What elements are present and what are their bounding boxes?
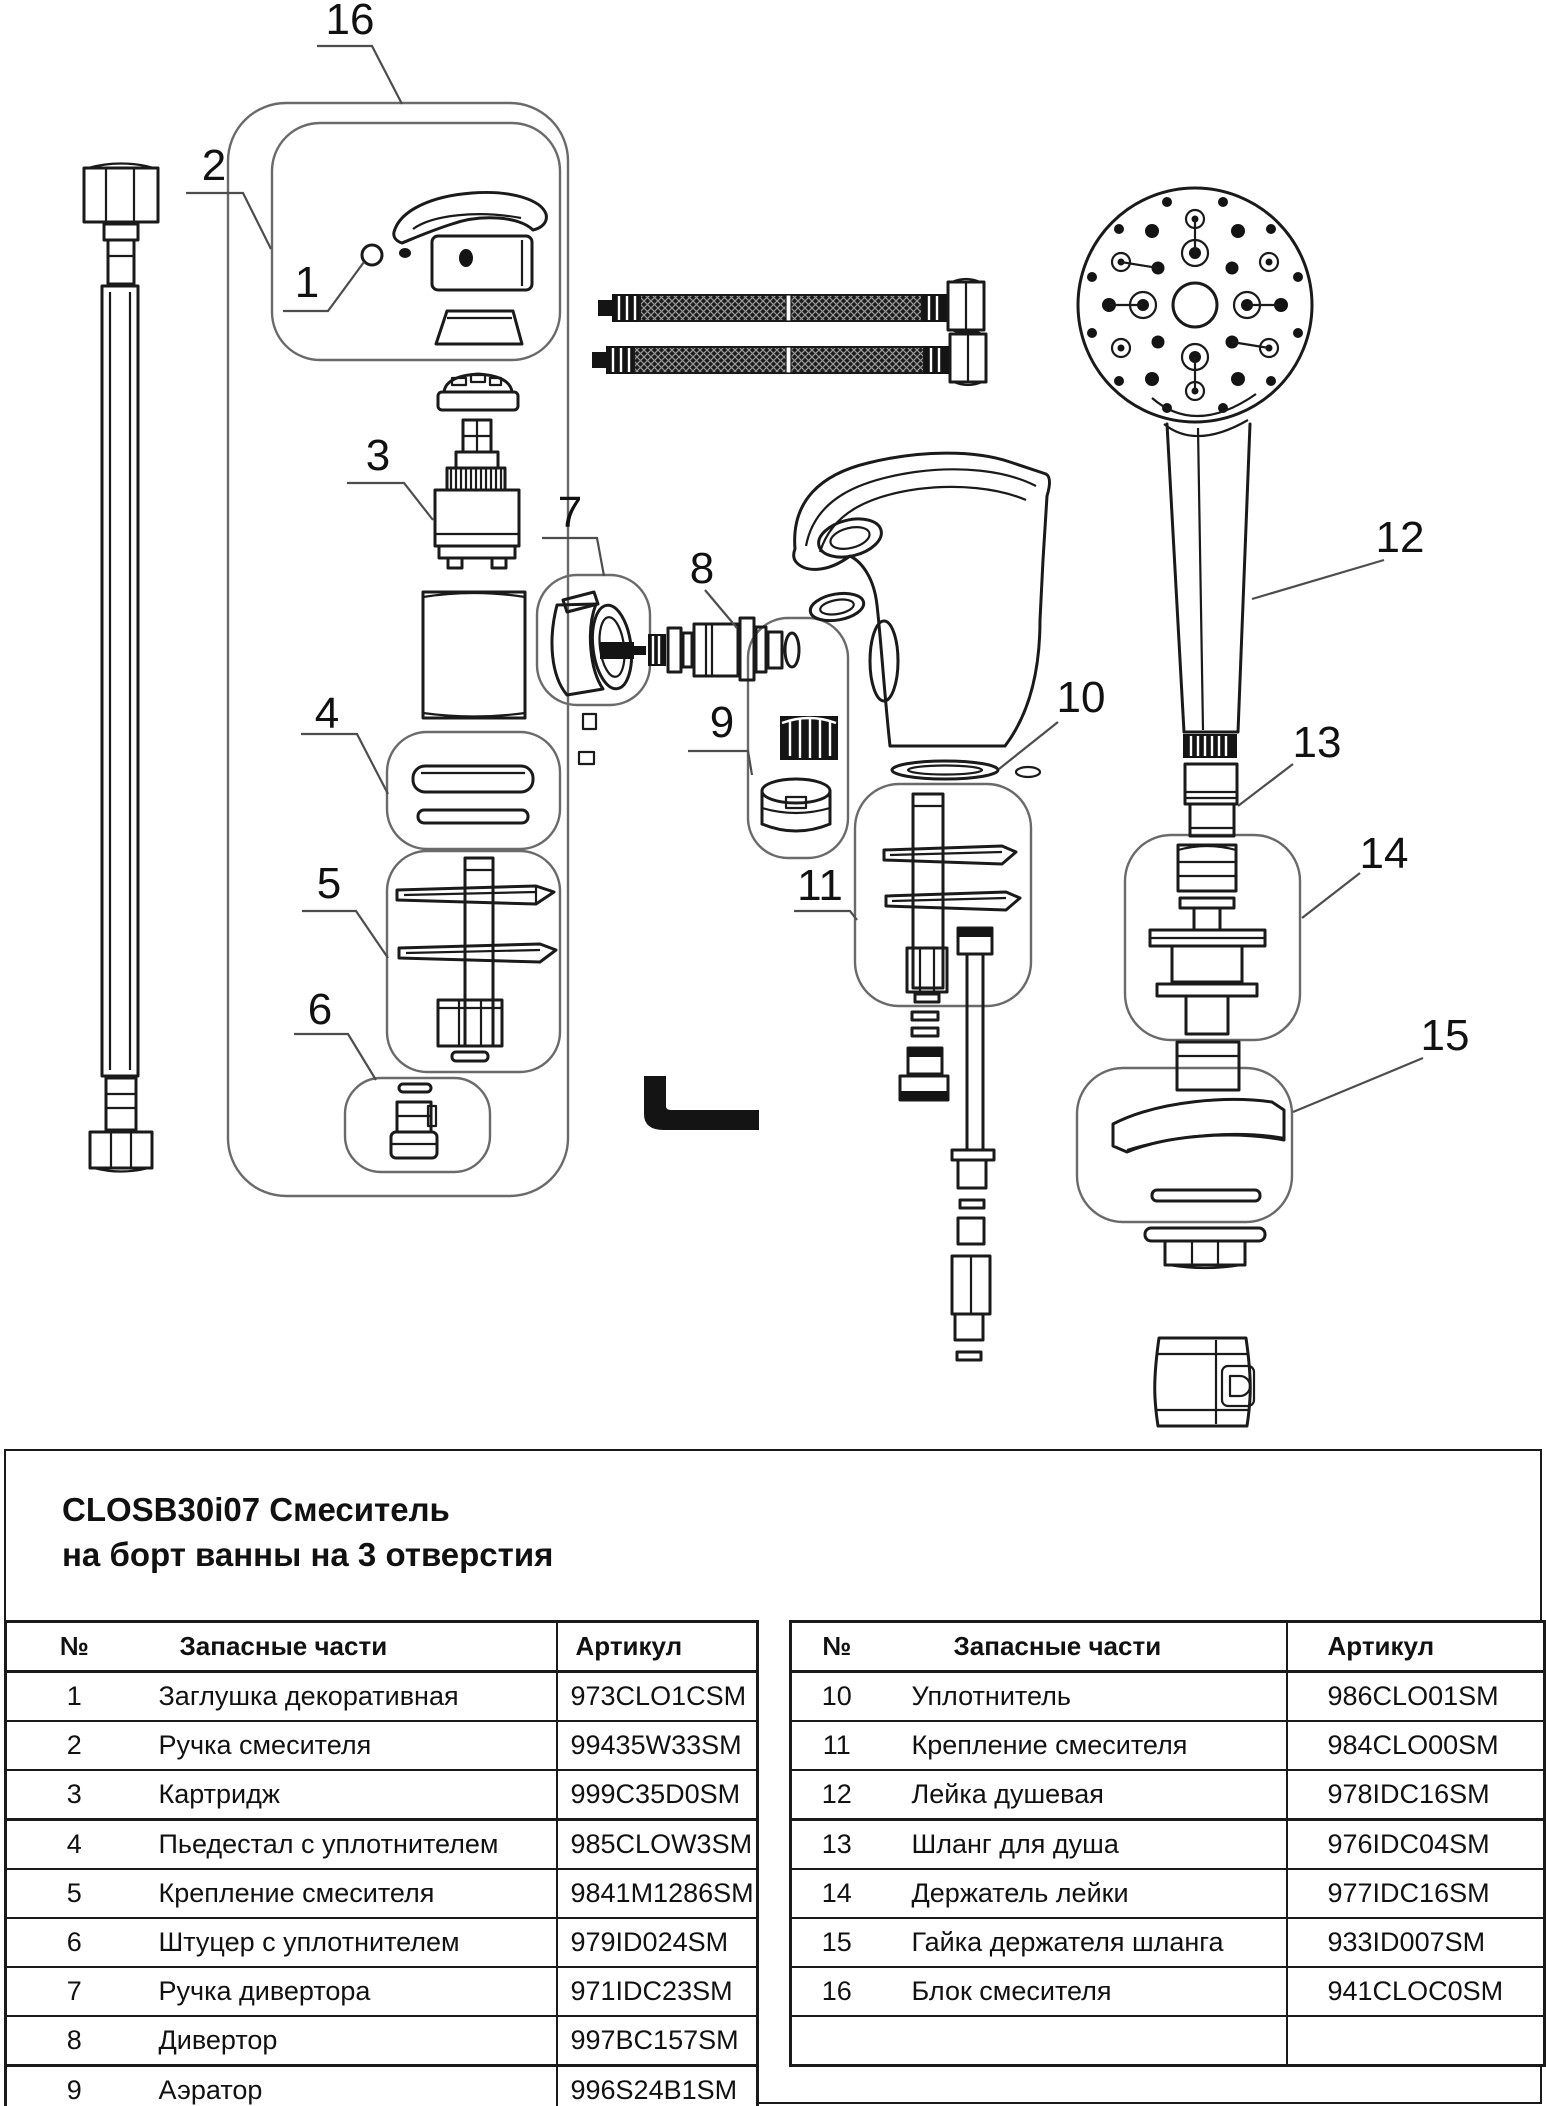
cell-num: 14 bbox=[791, 1869, 882, 1918]
base-seal-drawing bbox=[892, 761, 1040, 779]
table-row bbox=[791, 1721, 1545, 1770]
cell-num: 9 bbox=[6, 2066, 142, 2106]
pedestal-gaskets-drawing bbox=[413, 766, 533, 823]
spout-body-drawing bbox=[794, 453, 1050, 746]
cell-num: 16 bbox=[791, 1967, 882, 2016]
callout-label-11: 11 bbox=[797, 861, 843, 910]
page-title-line1: CLOSB30i07 Смеситель bbox=[62, 1491, 450, 1528]
braided-hose-bottom bbox=[592, 331, 986, 385]
cell-part: Пьедестал с уплотнителем bbox=[142, 1820, 557, 1870]
cell-sku: 985CLOW3SM bbox=[557, 1820, 758, 1870]
cell-part: Шланг для душа bbox=[882, 1820, 1287, 1870]
cell-sku: 997BC157SM bbox=[557, 2016, 758, 2066]
cell-sku: 933ID007SM bbox=[1287, 1918, 1545, 1967]
cell-part: Уплотнитель bbox=[882, 1672, 1287, 1722]
callout-label-5: 5 bbox=[316, 859, 342, 908]
pedestal-drawing bbox=[423, 592, 525, 718]
table-header-row bbox=[791, 1622, 1545, 1672]
cell-num: 10 bbox=[791, 1672, 882, 1722]
cell-sku: 978IDC16SM bbox=[1287, 1770, 1545, 1820]
table-row bbox=[6, 2016, 758, 2066]
callout-label-7: 7 bbox=[557, 488, 583, 537]
decor-plug-drawing bbox=[362, 245, 382, 265]
cell-part: Картридж bbox=[142, 1770, 557, 1820]
table-row bbox=[791, 1820, 1545, 1870]
callout-label-1: 1 bbox=[294, 258, 320, 307]
holder-bracket-drawing bbox=[1113, 1100, 1284, 1426]
cell-sku: 941CLOC0SM bbox=[1287, 1967, 1545, 2016]
aerator-drawing bbox=[762, 716, 838, 831]
table-row bbox=[6, 1770, 758, 1820]
callout-label-10: 10 bbox=[1056, 673, 1106, 722]
callout-label-3: 3 bbox=[365, 431, 391, 480]
cell-part: Держатель лейки bbox=[882, 1869, 1287, 1918]
callout-label-2: 2 bbox=[201, 141, 227, 190]
callout-label-13: 13 bbox=[1292, 718, 1342, 767]
cell-part: Крепление смесителя bbox=[142, 1869, 557, 1918]
cartridge-drawing bbox=[435, 420, 519, 568]
table-row bbox=[791, 1672, 1545, 1722]
cell-sku: 986CLO01SM bbox=[1287, 1672, 1545, 1722]
cell-num: 6 bbox=[6, 1918, 142, 1967]
table-row bbox=[791, 1918, 1545, 1967]
hex-key-drawing bbox=[644, 1076, 759, 1130]
cell-num: 7 bbox=[6, 1967, 142, 2016]
cell-part: Блок смесителя bbox=[882, 1967, 1287, 2016]
group-box-16 bbox=[228, 103, 568, 1196]
leader-lines bbox=[186, 46, 1423, 1112]
callout-label-15: 15 bbox=[1420, 1011, 1470, 1060]
table-row bbox=[6, 1820, 758, 1870]
callout-label-9: 9 bbox=[709, 698, 735, 747]
cell-sku: 996S24B1SM bbox=[557, 2066, 758, 2106]
group-boxes bbox=[228, 103, 1300, 1222]
table-row bbox=[6, 2066, 758, 2106]
cell-part: Заглушка декоративная bbox=[142, 1672, 557, 1722]
table-row-empty bbox=[791, 2016, 1545, 2066]
cartridge-cap-drawing bbox=[438, 374, 518, 410]
cell-sku: 971IDC23SM bbox=[557, 1967, 758, 2016]
holder-stack-drawing bbox=[1150, 845, 1265, 1090]
cell-num: 2 bbox=[6, 1721, 142, 1770]
cell-sku: 984CLO00SM bbox=[1287, 1721, 1545, 1770]
page-title bbox=[62, 1487, 553, 1577]
cell-num: 1 bbox=[6, 1672, 142, 1722]
table-row bbox=[6, 1967, 758, 2016]
spout-mounting-drawing bbox=[884, 794, 1020, 1100]
callout-numbers bbox=[202, 0, 1470, 1060]
cell-sku: 976IDC04SM bbox=[1287, 1820, 1545, 1870]
shower-hose-drawing bbox=[1185, 764, 1237, 836]
cell-num: 11 bbox=[791, 1721, 882, 1770]
callout-label-8: 8 bbox=[689, 544, 715, 593]
cell-num: 4 bbox=[6, 1820, 142, 1870]
cell-num: 12 bbox=[791, 1770, 882, 1820]
cell-part: Ручка дивертора bbox=[142, 1967, 557, 2016]
table-row bbox=[791, 1869, 1545, 1918]
cell-part: Крепление смесителя bbox=[882, 1721, 1287, 1770]
cell-part: Лейка душевая bbox=[882, 1770, 1287, 1820]
table-row bbox=[791, 1967, 1545, 2016]
diverter-handle-drawing bbox=[552, 592, 636, 764]
cell-part: Штуцер с уплотнителем bbox=[142, 1918, 557, 1967]
parts-table-left bbox=[4, 1620, 759, 2106]
mixer-mounting-drawing bbox=[397, 858, 556, 1061]
cell-num: 5 bbox=[6, 1869, 142, 1918]
table-row bbox=[6, 1721, 758, 1770]
cell-sku: 973CLO1CSM bbox=[557, 1672, 758, 1722]
cell-num: 3 bbox=[6, 1770, 142, 1820]
cell-part: Гайка держателя шланга bbox=[882, 1918, 1287, 1967]
shower-connection-drawing bbox=[952, 928, 994, 1360]
cell-part: Аэратор bbox=[142, 2066, 557, 2106]
cell-sku: 999C35D0SM bbox=[557, 1770, 758, 1820]
callout-label-14: 14 bbox=[1359, 829, 1409, 878]
header-num: № bbox=[6, 1622, 142, 1672]
header-part: Запасные части bbox=[882, 1622, 1287, 1672]
parts-table-right bbox=[789, 1620, 1546, 2067]
cell-part: Дивертор bbox=[142, 2016, 557, 2066]
page-title-line2: на борт ванны на 3 отверстия bbox=[62, 1536, 554, 1573]
cell-num: 13 bbox=[791, 1820, 882, 1870]
table-header-row bbox=[6, 1622, 758, 1672]
header-sku: Артикул bbox=[557, 1622, 758, 1672]
table-row bbox=[791, 1770, 1545, 1820]
cell-sku: 979ID024SM bbox=[557, 1918, 758, 1967]
table-row bbox=[6, 1918, 758, 1967]
callout-label-16: 16 bbox=[325, 0, 375, 44]
header-num: № bbox=[791, 1622, 882, 1672]
header-part: Запасные части bbox=[142, 1622, 557, 1672]
callout-label-12: 12 bbox=[1375, 513, 1425, 562]
cell-sku: 9841M1286SM bbox=[557, 1869, 758, 1918]
mixer-handle-drawing bbox=[362, 192, 546, 344]
callout-label-4: 4 bbox=[314, 689, 340, 738]
shower-head-drawing bbox=[1078, 188, 1312, 758]
cell-sku: 99435W33SM bbox=[557, 1721, 758, 1770]
cell-part: Ручка смесителя bbox=[142, 1721, 557, 1770]
callout-label-6: 6 bbox=[307, 985, 333, 1034]
table-row bbox=[6, 1869, 758, 1918]
braided-hose-top bbox=[598, 279, 984, 333]
table-row bbox=[6, 1672, 758, 1722]
cell-num: 15 bbox=[791, 1918, 882, 1967]
flex-hose-left bbox=[84, 164, 158, 1172]
union-fitting-drawing bbox=[391, 1084, 437, 1158]
cell-sku: 977IDC16SM bbox=[1287, 1869, 1545, 1918]
header-sku: Артикул bbox=[1287, 1622, 1545, 1672]
cell-num: 8 bbox=[6, 2016, 142, 2066]
